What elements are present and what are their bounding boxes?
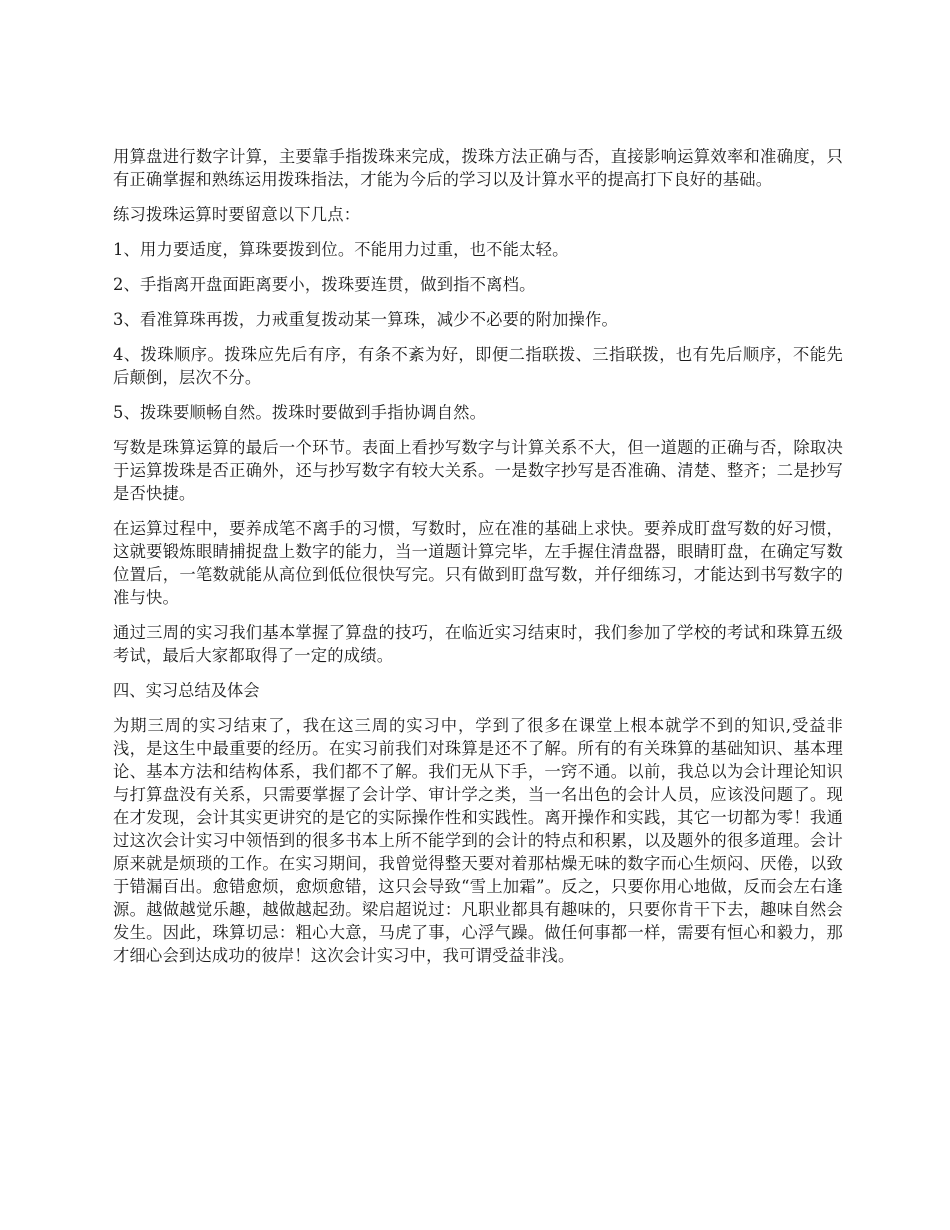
list-item-point-3: 3、看准算珠再拨，力戒重复拨动某一算珠，减少不必要的附加操作。 xyxy=(113,310,618,329)
section-heading-summary: 四、实习总结及体会 xyxy=(113,681,260,700)
document-body xyxy=(113,145,843,979)
list-item-point-2: 2、手指离开盘面距离要小，拨珠要连贯，做到指不离档。 xyxy=(113,275,536,294)
list-item-point-1: 1、用力要适度，算珠要拨到位。不能用力过重，也不能太轻。 xyxy=(113,240,569,259)
paragraph-practice-points-intro: 练习拨珠运算时要留意以下几点： xyxy=(113,205,361,224)
paragraph-abacus-intro: 用算盘进行数字计算，主要靠手指拨珠来完成，拨珠方法正确与否，直接影响运算效率和准确度，只有正确掌握和熟练运用拨珠指法，才能为今后的学习以及计算水平的提高打下良好的基础。 xyxy=(113,147,843,189)
paragraph-internship-result: 通过三周的实习我们基本掌握了算盘的技巧，在临近实习结束时，我们参加了学校的考试和珠算五级考试，最后大家都取得了一定的成绩。 xyxy=(113,623,843,665)
list-item-point-4: 4、拨珠顺序。拨珠应先后有序，有条不紊为好，即便二指联拨、三指联拨，也有先后顺序，不能先后颠倒，层次不分。 xyxy=(113,345,843,387)
paragraph-calculation-process: 在运算过程中，要养成笔不离手的习惯，写数时，应在准的基础上求快。要养成盯盘写数的好习惯，这就要锻炼眼睛捕捉盘上数字的能力，当一道题计算完毕，左手握住清盘器，眼睛盯盘，在确定写数位置后，一笔数就能从高位到低位很快写完。只有做到盯盘写数，并仔细练习，才能达到书写数字的准与快。 xyxy=(113,519,843,607)
paragraph-summary-reflection: 为期三周的实习结束了，我在这三周的实习中，学到了很多在课堂上根本就学不到的知识,受益非浅，是这生中最重要的经历。在实习前我们对珠算是还不了解。所有的有关珠算的基础知识、基本理论、基本方法和结构体系，我们都不了解。我们无从下手，一窍不通。以前，我总以为会计理论知识与打算盘没有关系，只需要掌握了会计学、审计学之类，当一名出色的会计人员，应该没问题了。现在才发现，会计其实更讲究的是它的实际操作性和实践性。离开操作和实践，其它一切都为零！我通过这次会计实习中领悟到的很多书本上所不能学到的会计的特点和积累，以及题外的很多道理。会计原来就是烦琐的工作。在实习期间，我曾觉得整天要对着那枯燥无味的数字而心生烦闷、厌倦，以致于错漏百出。愈错愈烦，愈烦愈错，这只会导致“雪上加霜”。反之，只要你用心地做，反而会左右逢源。越做越觉乐趣，越做越起劲。梁启超说过：凡职业都具有趣味的，只要你肯干下去，趣味自然会发生。因此，珠算切忌：粗心大意，马虎了事，心浮气躁。做任何事都一样，需要有恒心和毅力，那才细心会到达成功的彼岸！这次会计实习中，我可谓受益非浅。 xyxy=(113,716,843,965)
paragraph-writing-numbers: 写数是珠算运算的最后一个环节。表面上看抄写数字与计算关系不大，但一道题的正确与否，除取决于运算拨珠是否正确外，还与抄写数字有较大关系。一是数字抄写是否准确、清楚、整齐；二是抄写是否快捷。 xyxy=(113,438,843,503)
list-item-point-5: 5、拨珠要顺畅自然。拨珠时要做到手指协调自然。 xyxy=(113,403,487,422)
